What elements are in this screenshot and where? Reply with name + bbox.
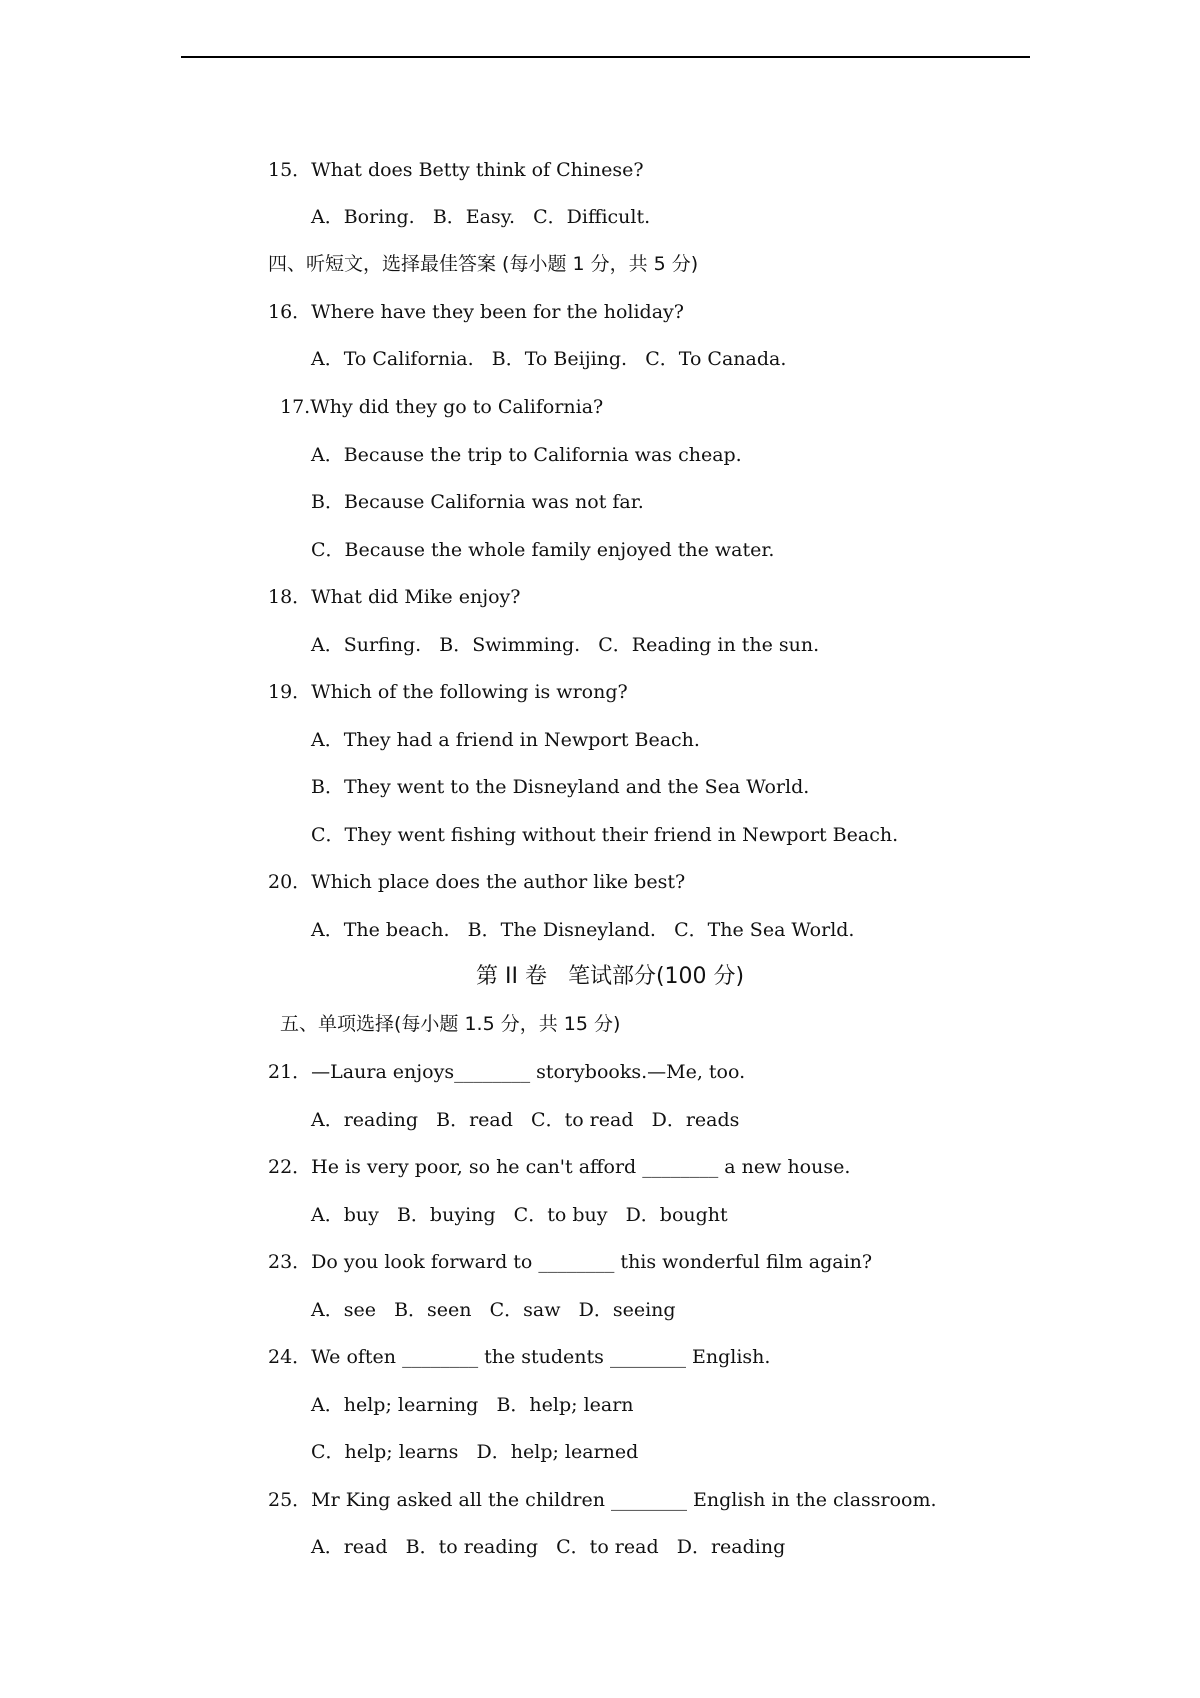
question-17-option-c: C．Because the whole family enjoyed the water. (311, 539, 775, 561)
question-19: 19．Which of the following is wrong? (268, 681, 628, 703)
question-17-option-b: B．Because California was not far. (311, 491, 644, 513)
question-17-option-a: A．Because the trip to California was cheap. (311, 444, 742, 466)
question-22: 22．He is very poor, so he can't afford ________ a new house. (268, 1156, 851, 1178)
question-24: 24．We often ________ the students ________ English. (268, 1346, 771, 1368)
question-15-options: A．Boring. B．Easy. C．Difficult. (311, 206, 651, 228)
section-5-heading: 五、单项选择(每小题 1.5 分，共 15 分) (280, 1013, 621, 1035)
header-rule (181, 56, 1030, 58)
question-23-options: A．see B．seen C．saw D．seeing (311, 1299, 676, 1321)
part-2-title: 第 II 卷 笔试部分(100 分) (476, 964, 745, 989)
question-16: 16．Where have they been for the holiday? (268, 301, 684, 323)
question-25: 25．Mr King asked all the children ________ English in the classroom. (268, 1489, 937, 1511)
question-21-options: A．reading B．read C．to read D．reads (311, 1109, 740, 1131)
question-24-options-ab: A．help; learning B．help; learn (311, 1394, 634, 1416)
question-22-options: A．buy B．buying C．to buy D．bought (311, 1204, 728, 1226)
question-25-options: A．read B．to reading C．to read D．reading (311, 1536, 786, 1558)
question-19-option-a: A．They had a friend in Newport Beach. (311, 729, 700, 751)
question-15: 15．What does Betty think of Chinese? (268, 159, 644, 181)
question-20: 20．Which place does the author like best? (268, 871, 686, 893)
question-21: 21．—Laura enjoys________ storybooks.—Me, too. (268, 1061, 746, 1083)
question-19-option-c: C．They went fishing without their friend in Newport Beach. (311, 824, 899, 846)
question-23: 23．Do you look forward to ________ this wonderful film again? (268, 1251, 873, 1273)
question-17: 17.Why did they go to California? (280, 396, 604, 418)
question-24-options-cd: C．help; learns D．help; learned (311, 1441, 639, 1463)
question-18: 18．What did Mike enjoy? (268, 586, 521, 608)
question-19-option-b: B．They went to the Disneyland and the Sea World. (311, 776, 810, 798)
question-20-options: A．The beach. B．The Disneyland. C．The Sea World. (311, 919, 855, 941)
section-4-heading: 四、听短文，选择最佳答案 (每小题 1 分，共 5 分) (268, 253, 699, 275)
question-16-options: A．To California. B．To Beijing. C．To Canada. (311, 348, 787, 370)
question-18-options: A．Surfing. B．Swimming. C．Reading in the sun. (311, 634, 820, 656)
